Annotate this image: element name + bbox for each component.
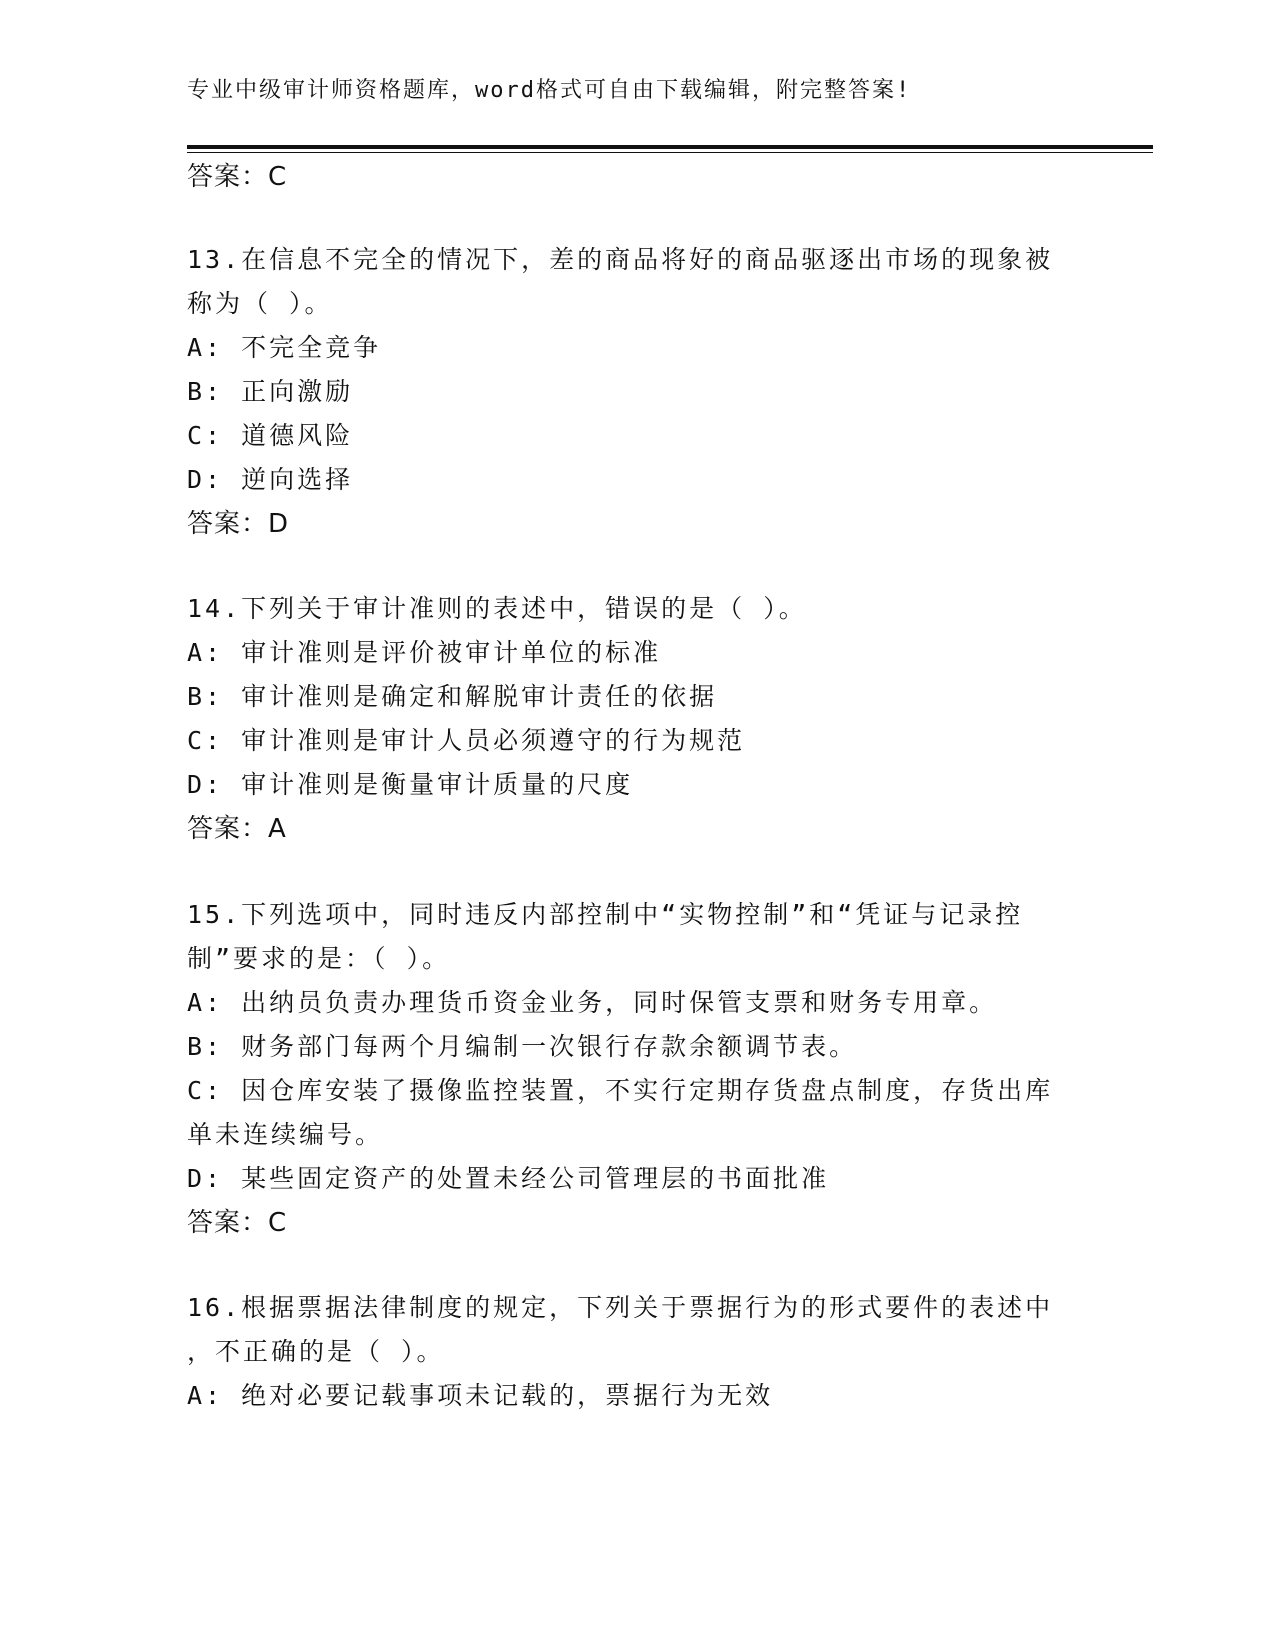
q14-option-c: C: 审计准则是审计人员必须遵守的行为规范 (187, 726, 746, 755)
q16-option-a: A: 绝对必要记载事项未记载的，票据行为无效 (187, 1381, 774, 1410)
q15-option-a: A: 出纳员负责办理货币资金业务，同时保管支票和财务专用章。 (187, 988, 998, 1017)
q16-stem-line-1: 16.根据票据法律制度的规定，下列关于票据行为的形式要件的表述中 (187, 1293, 1054, 1322)
q14-stem-line-1: 14.下列关于审计准则的表述中，错误的是（ ）。 (187, 594, 807, 623)
q13-stem-line-2: 称为（ ）。 (187, 289, 333, 318)
q14-answer: 答案：A (187, 814, 287, 844)
q15-stem-line-1: 15.下列选项中，同时违反内部控制中“实物控制”和“凭证与记录控 (187, 900, 1024, 929)
prev-answer: 答案：C (187, 162, 288, 192)
q15-option-c-line-1: C: 因仓库安装了摄像监控装置，不实行定期存货盘点制度，存货出库 (187, 1076, 1054, 1105)
q13-option-c: C: 道德风险 (187, 421, 354, 450)
q15-stem-line-2: 制”要求的是：（ ）。 (187, 944, 451, 973)
q15-option-b: B: 财务部门每两个月编制一次银行存款余额调节表。 (187, 1032, 858, 1061)
page-header: 专业中级审计师资格题库，word格式可自由下载编辑，附完整答案! (187, 78, 912, 103)
q14-option-a: A: 审计准则是评价被审计单位的标准 (187, 638, 662, 667)
q13-stem-line-1: 13.在信息不完全的情况下，差的商品将好的商品驱逐出市场的现象被 (187, 245, 1054, 274)
header-rule-thick (187, 145, 1153, 149)
q15-option-c-line-2: 单未连续编号。 (187, 1120, 384, 1149)
q15-answer: 答案：C (187, 1208, 288, 1238)
header-rule-thin (187, 152, 1153, 153)
q13-option-a: A: 不完全竞争 (187, 333, 382, 362)
q14-option-b: B: 审计准则是确定和解脱审计责任的依据 (187, 682, 718, 711)
q13-answer: 答案：D (187, 509, 290, 539)
q13-option-d: D: 逆向选择 (187, 465, 354, 494)
q16-stem-line-2: ，不正确的是（ ）。 (187, 1337, 445, 1366)
q15-option-d: D: 某些固定资产的处置未经公司管理层的书面批准 (187, 1164, 830, 1193)
q13-option-b: B: 正向激励 (187, 377, 354, 406)
q14-option-d: D: 审计准则是衡量审计质量的尺度 (187, 770, 634, 799)
